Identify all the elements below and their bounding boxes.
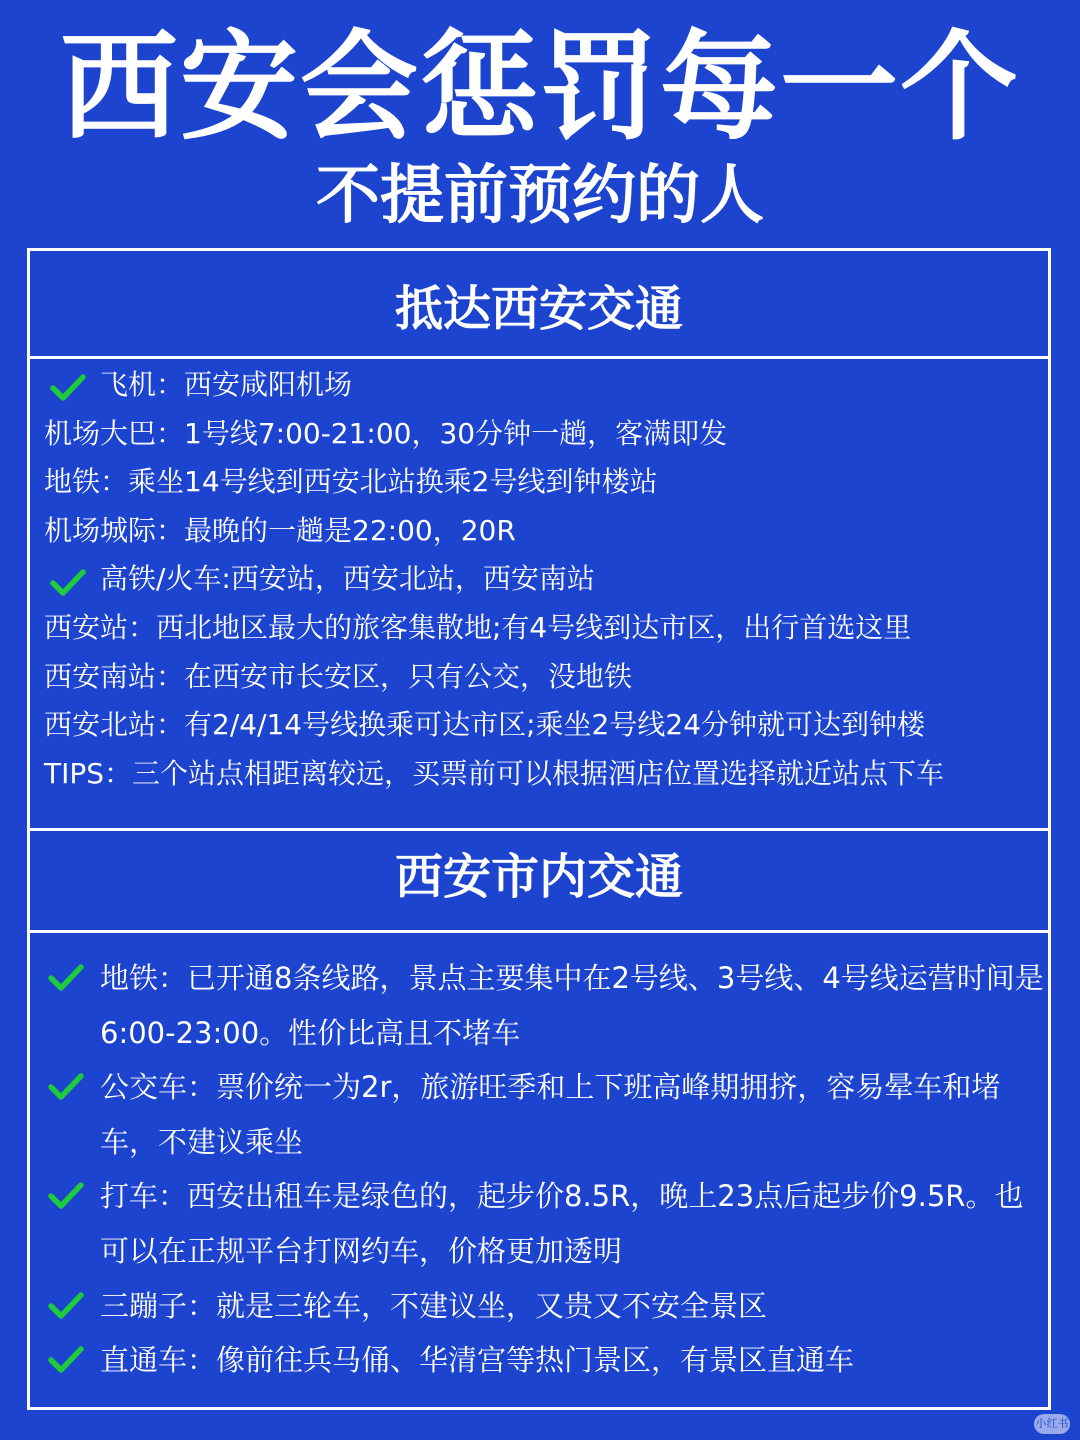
city-transport-list [48, 951, 1048, 1388]
check-icon [50, 370, 86, 400]
list-item [48, 1279, 1048, 1334]
divider [30, 356, 1048, 359]
list-item [48, 1060, 1048, 1169]
arrival-line-text: 西安南站：在西安市长安区，只有公交，没地铁 [44, 659, 633, 693]
list-item-text: 地铁：已开通8条线路，景点主要集中在2号线、3号线、4号线运营时间是6:00-23:00。性价比高且不堵车 [100, 961, 1044, 1050]
check-icon [48, 1291, 84, 1321]
list-item [48, 951, 1048, 1060]
check-icon [48, 1072, 84, 1102]
divider [30, 930, 1048, 933]
arrival-line-text: 高铁/火车:西安站，西安北站，西安南站 [100, 562, 595, 596]
list-item-text: 打车：西安出租车是绿色的，起步价8.5R，晚上23点后起步价9.5R。也可以在正规平台打网约车，价格更加透明 [100, 1179, 1024, 1268]
check-icon [50, 565, 86, 595]
arrival-line [44, 604, 1044, 653]
arrival-line [44, 361, 1044, 410]
list-item [48, 1333, 1048, 1388]
arrival-line-text: 西安北站：有2/4/14号线换乘可达市区;乘坐2号线24分钟就可达到钟楼 [44, 708, 926, 742]
list-item-text: 直通车：像前往兵马俑、华清宫等热门景区，有景区直通车 [100, 1343, 855, 1378]
arrival-line [44, 555, 1044, 604]
arrival-line [44, 653, 1044, 702]
check-icon [48, 1345, 84, 1375]
arrival-list [44, 361, 1044, 798]
section-heading-arrival: 抵达西安交通 [394, 281, 683, 337]
arrival-line-text: 飞机：西安咸阳机场 [100, 368, 353, 401]
sub-title: 不提前预约的人 [316, 159, 764, 233]
arrival-line [44, 507, 1044, 556]
divider [30, 828, 1048, 831]
arrival-line-text: 机场大巴：1号线7:00-21:00，30分钟一趟，客满即发 [44, 416, 728, 450]
arrival-line-text: TIPS：三个站点相距离较远，买票前可以根据酒店位置选择就近站点下车 [44, 756, 945, 790]
arrival-line [44, 701, 1044, 750]
content-box [27, 248, 1051, 1410]
check-icon [48, 963, 84, 993]
list-item [48, 1169, 1048, 1278]
arrival-line-text: 地铁：乘坐14号线到西安北站换乘2号线到钟楼站 [44, 465, 658, 499]
watermark: 小红书 [1034, 1414, 1070, 1434]
list-item-text: 三蹦子：就是三轮车，不建议坐，又贵又不安全景区 [100, 1288, 768, 1323]
list-item-text: 公交车：票价统一为2r，旅游旺季和上下班高峰期拥挤，容易晕车和堵车，不建议乘坐 [100, 1070, 1001, 1159]
arrival-line-text: 西安站：西北地区最大的旅客集散地;有4号线到达市区，出行首选这里 [44, 610, 912, 644]
arrival-line [44, 410, 1044, 459]
check-icon [48, 1181, 84, 1211]
arrival-line [44, 750, 1044, 799]
arrival-line [44, 458, 1044, 507]
main-title: 西安会惩罚每一个 [59, 18, 1020, 156]
arrival-line-text: 机场城际：最晚的一趟是22:00，20R [44, 513, 516, 547]
section-heading-city: 西安市内交通 [394, 849, 683, 905]
